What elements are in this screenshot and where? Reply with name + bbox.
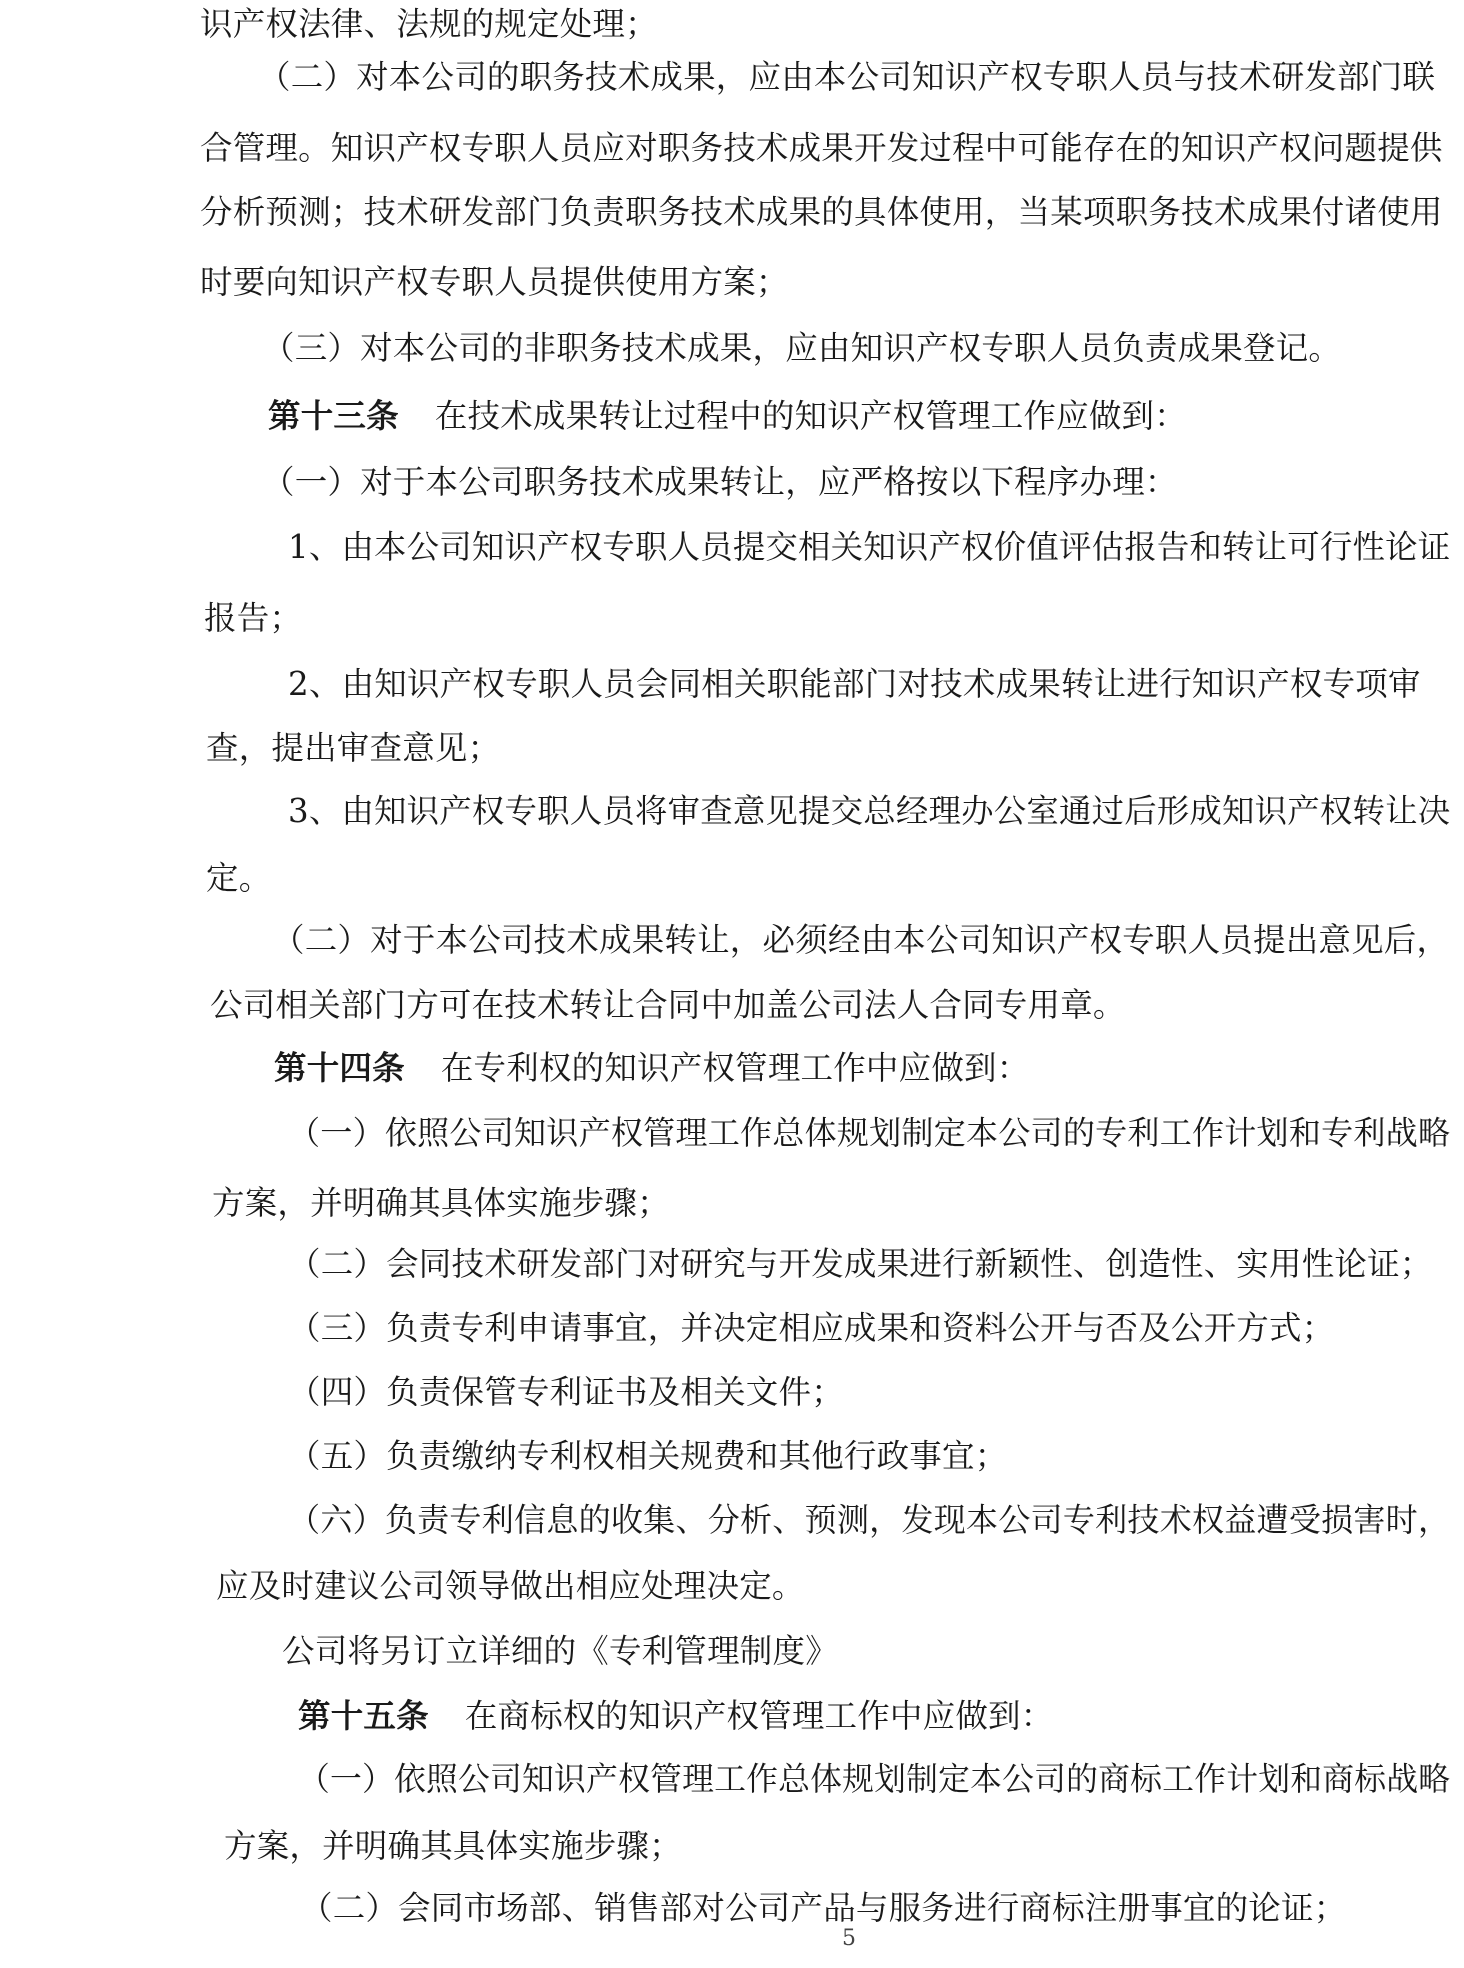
article-13-text: 在技术成果转让过程中的知识产权管理工作应做到： <box>434 397 1187 435</box>
text-line: （一）依照公司知识产权管理工作总体规划制定本公司的专利工作计划和专利战略 <box>288 1114 1451 1152</box>
text-line: （二）对于本公司技术成果转让，必须经由本公司知识产权专职人员提出意见后， <box>272 921 1450 959</box>
text-line: 查，提出审查意见； <box>206 729 501 767</box>
text-line: 报告； <box>204 599 303 637</box>
text-line: （五）负责缴纳专利权相关规费和其他行政事宜； <box>288 1437 1008 1475</box>
text-line: （二）对本公司的职务技术成果，应由本公司知识产权专职人员与技术研发部门联 <box>258 58 1436 96</box>
text-line: （三）对本公司的非职务技术成果，应由知识产权专职人员负责成果登记。 <box>262 329 1342 367</box>
text-line: 定。 <box>206 859 272 897</box>
article-13-line <box>268 396 1187 436</box>
text-line: 1、由本公司知识产权专职人员提交相关知识产权价值评估报告和转让可行性论证 <box>288 528 1451 566</box>
article-15-text: 在商标权的知识产权管理工作中应做到： <box>464 1697 1054 1735</box>
text-line: 公司相关部门方可在技术转让合同中加盖公司法人合同专用章。 <box>210 986 1126 1024</box>
text-line: （一）依照公司知识产权管理工作总体规划制定本公司的商标工作计划和商标战略 <box>298 1760 1451 1798</box>
text-line: （二）会同技术研发部门对研究与开发成果进行新颖性、创造性、实用性论证； <box>288 1245 1433 1283</box>
text-line: 识产权法律、法规的规定处理； <box>200 5 658 43</box>
text-line: （二）会同市场部、销售部对公司产品与服务进行商标注册事宜的论证； <box>300 1889 1347 1927</box>
text-line: 方案，并明确其具体实施步骤； <box>224 1827 682 1865</box>
text-line: 3、由知识产权专职人员将审查意见提交总经理办公室通过后形成知识产权转让决 <box>288 792 1451 830</box>
text-line: （一）对于本公司职务技术成果转让，应严格按以下程序办理： <box>262 463 1178 501</box>
article-15-line <box>298 1696 1053 1736</box>
text-line: （六）负责专利信息的收集、分析、预测，发现本公司专利技术权益遭受损害时， <box>288 1501 1451 1539</box>
text-line: 合管理。知识产权专职人员应对职务技术成果开发过程中可能存在的知识产权问题提供 <box>200 129 1443 167</box>
text-line: 2、由知识产权专职人员会同相关职能部门对技术成果转让进行知识产权专项审 <box>288 665 1421 703</box>
text-line: （四）负责保管专利证书及相关文件； <box>288 1373 844 1411</box>
text-line: （三）负责专利申请事宜，并决定相应成果和资料公开与否及公开方式； <box>288 1309 1335 1347</box>
article-14-line <box>274 1048 1029 1088</box>
text-line: 分析预测；技术研发部门负责职务技术成果的具体使用，当某项职务技术成果付诸使用 <box>200 193 1443 231</box>
article-14-text: 在专利权的知识产权管理工作中应做到： <box>440 1049 1030 1087</box>
article-13-label: 第十三条 <box>268 396 399 435</box>
text-line: 应及时建议公司领导做出相应处理决定。 <box>216 1567 805 1605</box>
text-line: 公司将另订立详细的《专利管理制度》 <box>282 1632 838 1670</box>
text-line: 方案，并明确其具体实施步骤； <box>212 1184 670 1222</box>
article-15-label: 第十五条 <box>298 1696 429 1735</box>
article-14-label: 第十四条 <box>274 1048 405 1087</box>
page-number: 5 <box>842 1926 856 1951</box>
text-line: 时要向知识产权专职人员提供使用方案； <box>200 263 789 301</box>
